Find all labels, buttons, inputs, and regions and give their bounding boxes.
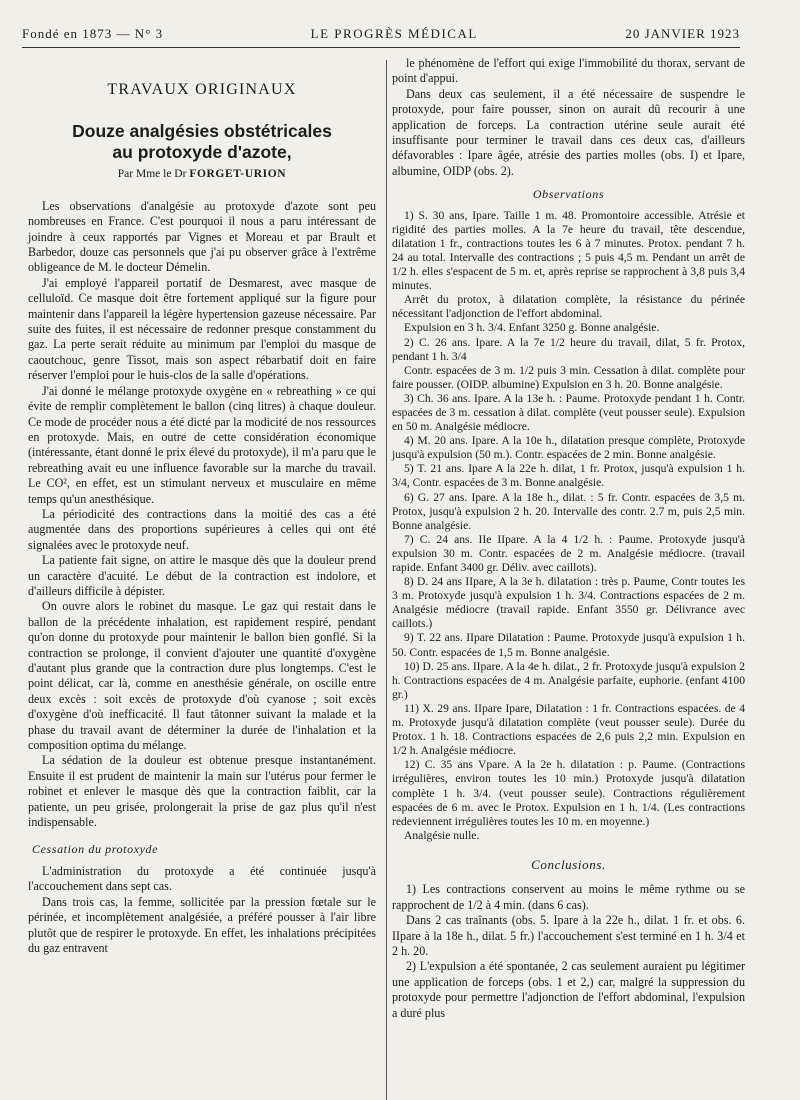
subhead-cessation: Cessation du protoxyde [32, 842, 159, 857]
observation-item: 3) Ch. 36 ans. Ipare. A la 13e h. : Paume. Protoxyde pendant 1 h. Contr. espacées de 3 m. cessation à dilat. complète (veut pousser seule). Expulsion en 50 m. Analgésie médiocre. [392, 391, 745, 434]
body-paragraph: J'ai employé l'appareil portatif de Desmarest, avec masque de celluloïd. Ce masque doit être fortement appliqué sur la figure pour maintenir dans l'appareil la légère hypertension gazeuse nécessaire. Par suite des fuites, il est nécessaire de redonner presque constamment du gaz. La perte serait réduite au minimum par l'emploi du masque de caoutchouc, genre Tissot, mais son aspect rébarbatif doit en faire réserver l'emploi pour le huis-clos de la salle d'opérations. [28, 275, 376, 383]
byline-author: FORGET-URION [189, 168, 287, 181]
byline-prefix: Par Mme le Dr [117, 168, 187, 181]
header-date: 20 JANVIER 1923 [625, 26, 740, 41]
subhead-conclusions: Conclusions. [531, 856, 606, 872]
observation-item: 11) X. 29 ans. IIpare Ipare, Dilatation : 1 fr. Contractions espacées. de 4 m. Protoxyde jusqu'à dilatation complète (veut pousser seule). Durée du Protox. 1 h. 18. Contractions espacées de 2,6 puis 2,2 min. Expulsion en 1/2 h. Analgésie médiocre. [392, 701, 745, 758]
section-title: TRAVAUX ORIGINAUX [107, 81, 297, 98]
byline [28, 167, 376, 182]
observation-item: 5) T. 21 ans. Ipare A la 22e h. dilat, 1 fr. Protox, jusqu'à expulsion 1 h. 3/4, Contr. espacées de 3 m. Bonne analgésie. [392, 462, 745, 490]
conclusion-paragraph: 2) L'expulsion a été spontanée, 2 cas seulement auraient pu légitimer une application de forceps (obs. 1 et 2,) car, malgré la suppression du protoxyde pour permettre l'adjonction de l'effort abdominal, l'expulsion a duré plus [392, 959, 745, 1020]
observation-item: 12) C. 35 ans Vpare. A la 2e h. dilatation : p. Paume. (Contractions irrégulières, environ toutes les 10 min.) Protoxyde jusqu'à dilatation complète 1 h. 3/4. (veut pousser seule). Contractions régulièrement espacées de 6 m. avec le Protox. Expulsion en 1 h. 1/4. (Les contractions redeviennent irrégulières toutes les 10 m. en moyenne.) [392, 758, 745, 828]
conclusion-paragraph: Dans 2 cas traînants (obs. 5. Ipare à la 22e h., dilat. 1 fr. et obs. 6. IIpare à la 18e h., dilat. 5 fr.) l'accouchement s'est terminé en 1 h. 3/4 et 2 h. 20. [392, 913, 745, 958]
observation-item: 4) M. 20 ans. Ipare. A la 10e h., dilatation presque complète, Protoxyde jusqu'à expulsion (50 m.). Contr. espacées de 2 min. Bonne analgésie. [392, 434, 745, 462]
observation-item: Analgésie nulle. [404, 828, 480, 842]
body-paragraph: La patiente fait signe, on attire le masque dès que la douleur prend un caractère d'acuité. Le début de la contraction est indolore, et d'ailleurs difficile à dépister. [28, 553, 376, 598]
conclusion-paragraph: 1) Les contractions conservent au moins le même rythme ou se rapprochent de 1/2 à 4 min. (dans 6 cas). [392, 882, 745, 912]
right-column [392, 56, 745, 1021]
body-paragraph: J'ai donné le mélange protoxyde oxygène en « rebreathing » ce qui évite de remplir complètement le ballon (cinq litres) à chaque douleur. Ce mode de procéder nous a été dicté par la modicité de nos ressources en protoxyde. Mais, en outre de cette considération économique (intéressante, étant donné le prix élevé du protoxyde), il m'a paru que le rebreathing avait eu une influence favorable sur la marche du travail. Le CO², en effet, est un stimulant nerveux et musculaire en même temps qu'un anesthésique. [28, 383, 376, 506]
body-paragraph: Dans trois cas, la femme, sollicitée par la pression fœtale sur le périnée, et incomplètement analgésiée, a préféré pousser à l'air libre plutôt que de respirer le protoxyde. En effet, les inhalations précipitées du gaz entravent [28, 894, 376, 955]
observation-item: Contr. espacées de 3 m. 1/2 puis 3 min. Cessation à dilat. complète pour faire pousser. (OIDP. albumine) Expulsion en 3 h. 20. Bonne analgésie. [392, 363, 745, 391]
subhead-observations: Observations [532, 187, 605, 202]
observation-item: Arrêt du protox, à dilatation complète, la résistance du périnée nécessitant l'adjonction de l'effort abdominal. [392, 293, 745, 321]
article-title-line2: au protoxyde d'azote, [112, 142, 292, 163]
header-founded: Fondé en 1873 — N° 3 [22, 26, 164, 41]
observations-list [392, 209, 745, 843]
body-paragraph: Dans deux cas seulement, il a été nécessaire de suspendre le protoxyde, pour faire pousser, sinon on aurait dû recourir à une application de forceps. La contraction utérine seule aurait été insuffisante pour terminer le travail dans ces deux cas, d'ailleurs défavorables : Ipare âgée, atrésie des parties molles (obs. I) et Ipare, albumine, OIDP (obs. 2). [392, 86, 745, 178]
body-paragraph: le phénomène de l'effort qui exige l'immobilité du thorax, servant de point d'appui. [392, 56, 745, 86]
running-header [22, 26, 740, 42]
observation-item: 7) C. 24 ans. IIe IIpare. A la 4 1/2 h. : Paume. Protoxyde jusqu'à expulsion 30 m. Contr. espacées de 2 m. Analgésie médiocre. (travail rapide. Enfant 3400 gr. Déliv. avec caillots). [392, 532, 745, 574]
observation-item: Expulsion en 3 h. 3/4. Enfant 3250 g. Bonne analgésie. [404, 321, 660, 335]
body-paragraph: Les observations d'analgésie au protoxyde d'azote sont peu nombreuses en France. C'est pourquoi il nous a paru intéressant de joindre à ceux rapportés par Vignes et Moreau et par Brault et Barbedor, douze cas personnels que j'ai pu observer grâce à l'extrême obligeance de M. le docteur Démelin. [28, 198, 376, 275]
observation-item: 9) T. 22 ans. IIpare Dilatation : Paume. Protoxyde jusqu'à expulsion 1 h. 50. Contr. espacées de 1,5 m. Bonne analgésie. [392, 631, 745, 659]
body-paragraph: La sédation de la douleur est obtenue presque instantanément. Ensuite il est prudent de maintenir la main sur l'utérus pour fermer le robinet et enlever le masque dès que la contraction faiblit, car la patiente, un peu grisée, prolongerait la prise de gaz plus qu'il n'est indispensable. [28, 753, 376, 830]
header-journal-title: LE PROGRÈS MÉDICAL [310, 26, 478, 41]
observation-item: 8) D. 24 ans IIpare, A la 3e h. dilatation : très p. Paume, Contr toutes les 3 m. Protoxyde jusqu'à expulsion 1 h. 3/4. Contractions espacées de 2 m. Analgésie médiocre (travail rapide. Enfant 3550 gr. Délivrance avec caillots.) [392, 575, 745, 631]
header-rule [22, 47, 740, 48]
observation-item: 6) G. 27 ans. Ipare. A la 18e h., dilat. : 5 fr. Contr. espacées de 3,5 m. Protox, jusqu'à expulsion 2 h. 20. Intervalle des contr. 2.7 m, puis 2,5 min. Bonne analgésie. [392, 490, 745, 532]
left-column [28, 82, 376, 956]
body-paragraph: L'administration du protoxyde a été continuée jusqu'à l'accouchement dans sept cas. [28, 863, 376, 894]
observation-item: 2) C. 26 ans. Ipare. A la 7e 1/2 heure du travail, dilat, 5 fr. Protox, pendant 1 h. 3/4 [392, 335, 745, 363]
body-paragraph: La périodicité des contractions dans la moitié des cas a été augmentée dans des proportions supérieures à celles qui ont été signalées avec le protoxyde neuf. [28, 506, 376, 552]
column-divider [386, 60, 387, 1100]
body-paragraph: On ouvre alors le robinet du masque. Le gaz qui restait dans le ballon de la précédente inhalation, est rapidement respiré, pendant qu'on donne du protoxyde pour maintenir le ballon bien gonflé. Si la contraction se prolonge, il convient d'ajouter une quantité d'oxygène d'autant plus grande que la contraction dure plus longtemps. C'est le point délicat, car là, comme en anesthésie générale, on oscille entre deux excès : soit excès de protoxyde d'où cyanose ; soit excès d'oxygène d'où inefficacité. Il faut tâtonner suivant la malade et la phase du travail avant de déterminer la durée de l'inhalation et la composition optima du mélange. [28, 599, 376, 753]
observation-item: 1) S. 30 ans, Ipare. Taille 1 m. 48. Promontoire accessible. Atrésie et rigidité des parties molles. A la 7e heure du travail, tête descendue, dilatation 1 fr., contractions toutes les 6 à 7 minutes. Protox. pendant 7 h. 24 au total. Intervalle des contractions ; 5 puis 4,5 m. Pendant un arrêt de 1/2 h. elles s'espacent de 5 m. et, après reprise se rapprochent à 3,8 puis 3,4 minutes. [392, 208, 745, 293]
article-title-line1: Douze analgésies obstétricales [72, 121, 332, 142]
observation-item: 10) D. 25 ans. IIpare. A la 4e h. dilat., 2 fr. Protoxyde jusqu'à expulsion 2 h. Contractions espacées de 4 m. Analgésie parfaite, euphorie. (enfant 4100 gr.) [392, 659, 745, 701]
